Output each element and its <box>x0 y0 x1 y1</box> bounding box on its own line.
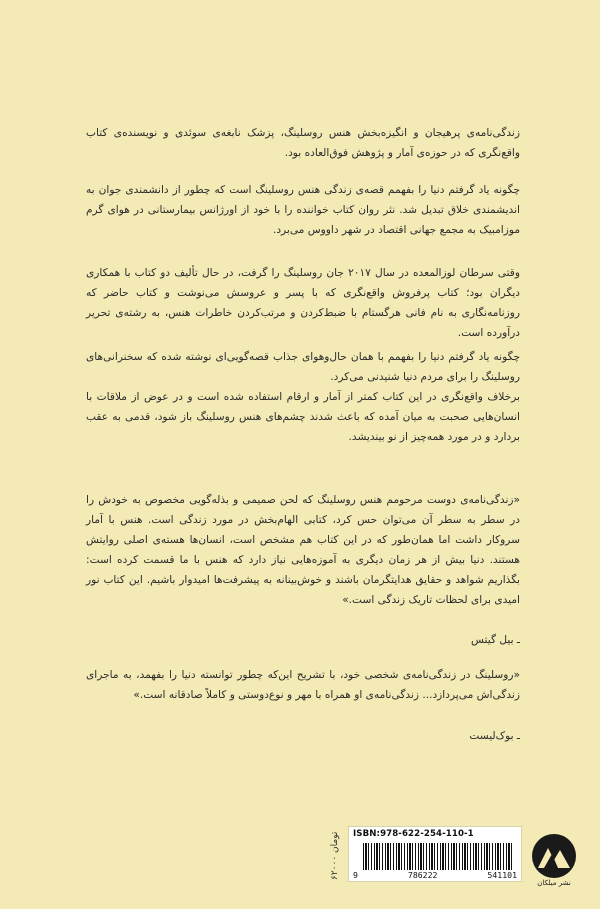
intro-paragraph: زندگی‌نامه‌ی پرهیجان و انگیزه‌بخش هنس روسلینگ، پزشک نابغه‌ی سوئدی و نویسنده‌ی کتاب واقع‌نگری که در حوزه‌ی آمار و پژوهش فوق‌العاده بود. <box>86 127 520 159</box>
isbn-number: ISBN:978-622-254-110-1 <box>353 829 474 839</box>
publisher-logo-icon <box>530 832 578 884</box>
publisher-name: نشر میلکان <box>537 879 571 887</box>
blurb-author-1: ـ بیل گیتس <box>471 634 520 646</box>
barcode <box>348 826 522 882</box>
barcode-digit-group: 9 <box>353 870 358 880</box>
barcode-digit-group: 786222 <box>407 870 438 880</box>
price-label: ۶۲۰۰۰ تومان <box>330 831 340 881</box>
body-paragraph-3: چگونه یاد گرفتم دنیا را بفهمم با همان حال‌وهوای جذاب قصه‌گویی‌ای نوشته شده که سخنرانی‌های روسلینگ را برای مردم دنیا شنیدنی می‌کرد. <box>86 351 520 383</box>
barcode-digits <box>349 870 521 881</box>
barcode-bars <box>363 843 513 871</box>
blurb-author-2: ـ بوک‌لیست <box>469 730 520 742</box>
blurb-quote-1: «زندگی‌نامه‌ی دوست مرحومم هنس روسلینگ که لحن صمیمی و بذله‌گویی مخصوص به خودش را در سطر به سطر آن می‌توان حس کرد، کتابی الهام‌بخش در مورد زندگی است. هنس با آمار سروکار داشت اما همان‌طور که در این کتاب هم مشخص است، انسان‌ها هسته‌ی اصلی روایتش هستند. دنیا بیش از هر زمان دیگری به آموزه‌هایی نیاز دارد که هنس با ما قسمت کرده است: بگذاریم شواهد و حقایق هدایتگرمان باشند و خوش‌بینانه به پیشرفت‌ها امیدوار باشیم. این کتاب نور امیدی برای لحظات تاریک زندگی است.» <box>86 494 520 606</box>
barcode-digit-group: 541101 <box>487 870 517 880</box>
body-paragraph-4: برخلاف واقع‌نگری در این کتاب کمتر از آمار و ارقام استفاده شده است و در عوض از ملاقات با انسان‌هایی صحبت به میان آمده که باعث شدند چشم‌های هنس روسلینگ باز شود، قدمی به عقب بردارد و در مورد همه‌چیز از نو بیندیشد. <box>86 391 520 443</box>
body-paragraph-1: چگونه یاد گرفتم دنیا را بفهمم قصه‌ی زندگی هنس روسلینگ است که چطور از دانشمندی جوان به اندیشمندی خلاق تبدیل شد. نثر روان کتاب خواننده را با خود از اورژانس بیمارستانی در هوای گرم موزامبیک به مجمع جهانی اقتصاد در شهر داووس می‌برد. <box>86 184 520 236</box>
blurb-quote-2: «روسلینگ در زندگی‌نامه‌ی شخصی خود، با تشریح این‌که چطور توانسته دنیا را بفهمد، به ماجرای زندگی‌اش می‌پردازد... زندگی‌نامه‌ی او همراه با مهر و نوع‌دوستی و کاملاً صادقانه است.» <box>86 669 520 701</box>
body-paragraph-2: وقتی سرطان لوزالمعده در سال ۲۰۱۷ جان روسلینگ را گرفت، در حال تألیف دو کتاب با همکاری دیگران بود؛ کتاب پرفروش واقع‌نگری که با پسر و عروسش می‌نوشت و کتاب حاضر که روزنامه‌نگاری به نام فانی هرگستام با ضبط‌کردن و مرتب‌کردن خاطرات هنس، به رشته‌ی تحریر درآورده است. <box>86 267 520 339</box>
